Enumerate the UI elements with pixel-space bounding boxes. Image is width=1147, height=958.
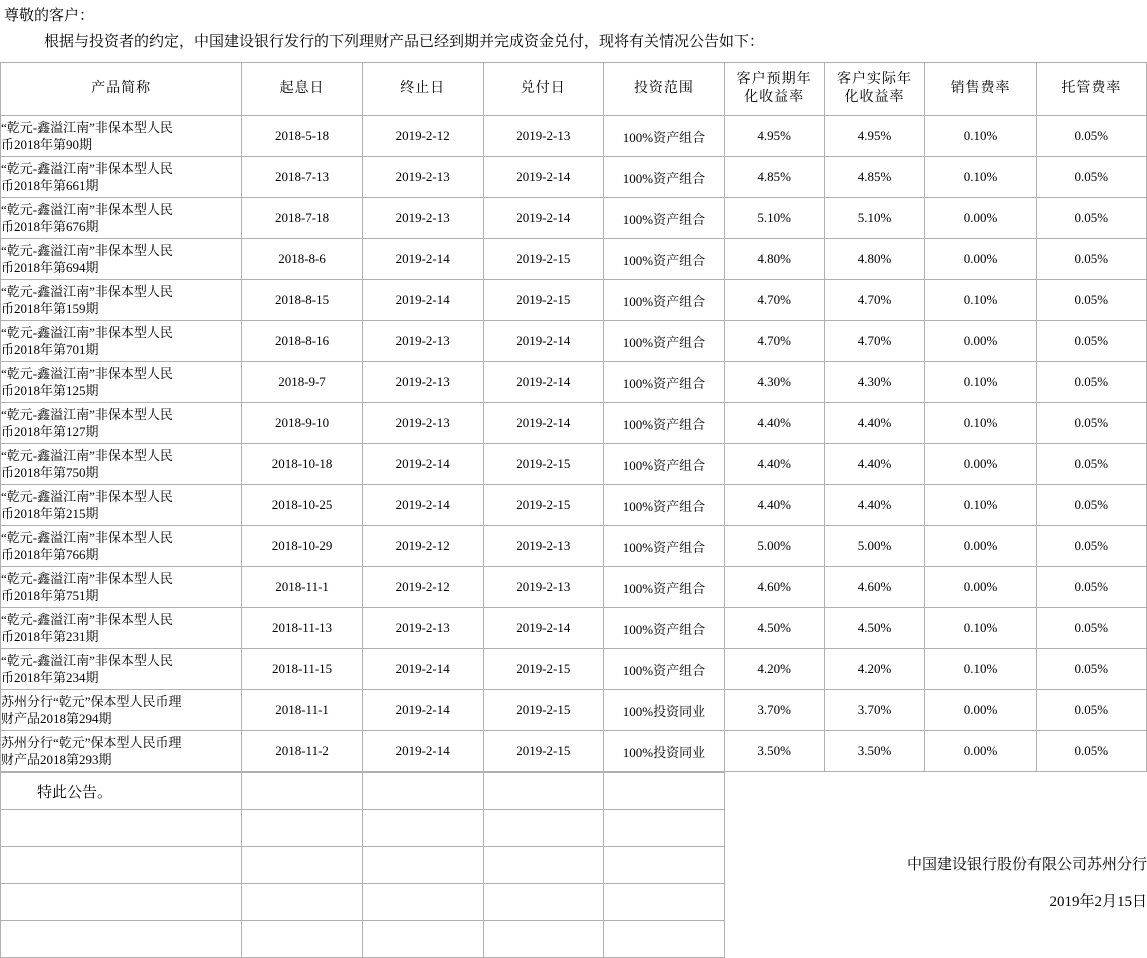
cell-custody-fee: 0.05% [1036, 690, 1146, 731]
cell-investment-scope: 100%资产组合 [604, 403, 725, 444]
signature-date: 2019年2月15日 [725, 884, 1147, 921]
cell-investment-scope: 100%投资同业 [604, 731, 725, 772]
products-table [0, 62, 1147, 772]
cell-product-name [1, 608, 242, 649]
blank-cell [824, 810, 925, 847]
col-header-sales-fee-l1: 销售费率 [925, 80, 1035, 98]
table-row [1, 239, 1147, 280]
cell-start-date: 2018-11-13 [242, 608, 363, 649]
blank-row [1, 810, 1147, 847]
blank-cell [725, 810, 825, 847]
blank-cell [604, 847, 725, 884]
cell-product-name [1, 444, 242, 485]
cell-sales-fee: 0.00% [925, 690, 1036, 731]
cell-custody-fee: 0.05% [1036, 321, 1146, 362]
product-name-line1: “乾元-鑫溢江南”非保本型人民 [1, 570, 241, 587]
blank-cell [925, 810, 1036, 847]
cell-expected-yield: 4.40% [724, 403, 824, 444]
product-name-line1: “乾元-鑫溢江南”非保本型人民 [1, 242, 241, 259]
cell-product-name [1, 116, 242, 157]
cell-end-date: 2019-2-14 [362, 239, 483, 280]
table-body [1, 116, 1147, 772]
cell-sales-fee: 0.00% [925, 731, 1036, 772]
cell-product-name [1, 239, 242, 280]
product-name-line1: “乾元-鑫溢江南”非保本型人民 [1, 406, 241, 423]
blank-row [1, 921, 1147, 958]
table-row [1, 403, 1147, 444]
blank-cell [242, 810, 363, 847]
blank-cell [1, 884, 242, 921]
cell-custody-fee: 0.05% [1036, 608, 1146, 649]
cell-actual-yield: 3.50% [824, 731, 925, 772]
col-header-actual-yield-l1: 客户实际年 [825, 71, 925, 89]
cell-end-date: 2019-2-14 [362, 731, 483, 772]
blank-cell [483, 921, 604, 958]
col-header-end-date-l1: 终止日 [363, 80, 483, 98]
date-row [1, 884, 1147, 921]
cell-investment-scope: 100%资产组合 [604, 526, 725, 567]
cell-actual-yield: 4.40% [824, 485, 925, 526]
table-row [1, 567, 1147, 608]
cell-start-date: 2018-11-1 [242, 690, 363, 731]
table-row [1, 731, 1147, 772]
product-name-line2: 财产品2018第293期 [1, 751, 241, 768]
cell-expected-yield: 3.70% [724, 690, 824, 731]
cell-start-date: 2018-9-7 [242, 362, 363, 403]
cell-sales-fee: 0.00% [925, 444, 1036, 485]
cell-actual-yield: 4.70% [824, 321, 925, 362]
product-name-line2: 财产品2018第294期 [1, 710, 241, 727]
table-header [1, 63, 1147, 116]
blank-cell [1, 810, 242, 847]
cell-custody-fee: 0.05% [1036, 731, 1146, 772]
cell-start-date: 2018-8-6 [242, 239, 363, 280]
cell-expected-yield: 4.70% [724, 280, 824, 321]
blank-cell [1037, 773, 1147, 810]
cell-sales-fee: 0.00% [925, 198, 1036, 239]
cell-end-date: 2019-2-13 [362, 321, 483, 362]
cell-investment-scope: 100%资产组合 [604, 608, 725, 649]
cell-sales-fee: 0.00% [925, 526, 1036, 567]
cell-product-name [1, 485, 242, 526]
cell-payment-date: 2019-2-14 [483, 608, 604, 649]
cell-expected-yield: 4.20% [724, 649, 824, 690]
cell-start-date: 2018-9-10 [242, 403, 363, 444]
cell-sales-fee: 0.10% [925, 116, 1036, 157]
blank-cell [483, 773, 604, 810]
cell-start-date: 2018-10-18 [242, 444, 363, 485]
cell-actual-yield: 5.00% [824, 526, 925, 567]
cell-expected-yield: 4.40% [724, 485, 824, 526]
product-name-line2: 币2018年第90期 [1, 136, 241, 153]
cell-payment-date: 2019-2-13 [483, 116, 604, 157]
cell-actual-yield: 5.10% [824, 198, 925, 239]
cell-sales-fee: 0.00% [925, 321, 1036, 362]
col-header-payment-date-l1: 兑付日 [484, 80, 604, 98]
product-name-line2: 币2018年第701期 [1, 341, 241, 358]
cell-start-date: 2018-8-16 [242, 321, 363, 362]
blank-cell [1037, 810, 1147, 847]
blank-cell [363, 773, 484, 810]
cell-custody-fee: 0.05% [1036, 157, 1146, 198]
cell-custody-fee: 0.05% [1036, 526, 1146, 567]
cell-product-name [1, 567, 242, 608]
table-row [1, 321, 1147, 362]
col-header-end-date [362, 63, 483, 116]
cell-end-date: 2019-2-14 [362, 649, 483, 690]
table-row [1, 485, 1147, 526]
table-row [1, 280, 1147, 321]
cell-expected-yield: 5.00% [724, 526, 824, 567]
cell-start-date: 2018-11-15 [242, 649, 363, 690]
blank-cell [242, 847, 363, 884]
cell-actual-yield: 4.95% [824, 116, 925, 157]
cell-expected-yield: 5.10% [724, 198, 824, 239]
col-header-start-date-l1: 起息日 [242, 80, 362, 98]
blank-cell [242, 884, 363, 921]
cell-start-date: 2018-10-29 [242, 526, 363, 567]
cell-actual-yield: 3.70% [824, 690, 925, 731]
cell-payment-date: 2019-2-14 [483, 403, 604, 444]
table-row [1, 690, 1147, 731]
product-name-line2: 币2018年第159期 [1, 300, 241, 317]
cell-start-date: 2018-11-1 [242, 567, 363, 608]
cell-end-date: 2019-2-12 [362, 116, 483, 157]
product-name-line1: “乾元-鑫溢江南”非保本型人民 [1, 324, 241, 341]
table-row [1, 362, 1147, 403]
cell-custody-fee: 0.05% [1036, 239, 1146, 280]
product-name-line1: “乾元-鑫溢江南”非保本型人民 [1, 119, 241, 136]
col-header-actual-yield-l2: 化收益率 [825, 89, 925, 107]
col-header-investment-scope-l1: 投资范围 [604, 80, 724, 98]
cell-start-date: 2018-7-13 [242, 157, 363, 198]
cell-sales-fee: 0.10% [925, 403, 1036, 444]
cell-sales-fee: 0.10% [925, 485, 1036, 526]
cell-expected-yield: 4.40% [724, 444, 824, 485]
cell-actual-yield: 4.70% [824, 280, 925, 321]
col-header-custody-fee [1036, 63, 1146, 116]
cell-end-date: 2019-2-13 [362, 198, 483, 239]
cell-end-date: 2019-2-13 [362, 157, 483, 198]
cell-product-name [1, 526, 242, 567]
cell-investment-scope: 100%资产组合 [604, 321, 725, 362]
cell-investment-scope: 100%资产组合 [604, 567, 725, 608]
cell-expected-yield: 4.95% [724, 116, 824, 157]
cell-payment-date: 2019-2-15 [483, 731, 604, 772]
blank-cell [925, 921, 1036, 958]
product-name-line1: “乾元-鑫溢江南”非保本型人民 [1, 652, 241, 669]
product-name-line1: “乾元-鑫溢江南”非保本型人民 [1, 365, 241, 382]
table-row [1, 198, 1147, 239]
product-name-line2: 币2018年第125期 [1, 382, 241, 399]
cell-end-date: 2019-2-13 [362, 403, 483, 444]
cell-sales-fee: 0.00% [925, 239, 1036, 280]
cell-payment-date: 2019-2-15 [483, 649, 604, 690]
cell-end-date: 2019-2-13 [362, 362, 483, 403]
cell-sales-fee: 0.10% [925, 608, 1036, 649]
product-name-line1: 苏州分行“乾元”保本型人民币理 [1, 693, 241, 710]
product-name-line1: “乾元-鑫溢江南”非保本型人民 [1, 201, 241, 218]
blank-cell [1, 847, 242, 884]
cell-expected-yield: 3.50% [724, 731, 824, 772]
product-name-line2: 币2018年第215期 [1, 505, 241, 522]
blank-cell [483, 884, 604, 921]
col-header-product-name-l1: 产品简称 [1, 80, 241, 98]
cell-product-name [1, 731, 242, 772]
cell-custody-fee: 0.05% [1036, 485, 1146, 526]
cell-start-date: 2018-10-25 [242, 485, 363, 526]
table-row [1, 526, 1147, 567]
blank-cell [725, 921, 825, 958]
cell-end-date: 2019-2-13 [362, 608, 483, 649]
cell-actual-yield: 4.85% [824, 157, 925, 198]
blank-cell [242, 773, 363, 810]
cell-end-date: 2019-2-12 [362, 567, 483, 608]
cell-actual-yield: 4.20% [824, 649, 925, 690]
cell-payment-date: 2019-2-15 [483, 239, 604, 280]
cell-product-name [1, 157, 242, 198]
product-name-line2: 币2018年第750期 [1, 464, 241, 481]
product-name-line1: “乾元-鑫溢江南”非保本型人民 [1, 529, 241, 546]
cell-product-name [1, 198, 242, 239]
cell-custody-fee: 0.05% [1036, 280, 1146, 321]
cell-payment-date: 2019-2-15 [483, 444, 604, 485]
blank-cell [363, 847, 484, 884]
cell-investment-scope: 100%资产组合 [604, 116, 725, 157]
cell-start-date: 2018-8-15 [242, 280, 363, 321]
cell-end-date: 2019-2-12 [362, 526, 483, 567]
col-header-custody-fee-l1: 托管费率 [1037, 80, 1146, 98]
col-header-investment-scope [604, 63, 725, 116]
blank-cell [1, 921, 242, 958]
cell-custody-fee: 0.05% [1036, 649, 1146, 690]
table-row [1, 608, 1147, 649]
notice-text: 特此公告。 [1, 773, 242, 810]
product-name-line2: 币2018年第676期 [1, 218, 241, 235]
cell-start-date: 2018-7-18 [242, 198, 363, 239]
blank-cell [824, 773, 925, 810]
col-header-expected-yield-l2: 化收益率 [725, 89, 824, 107]
blank-cell [363, 921, 484, 958]
cell-investment-scope: 100%资产组合 [604, 239, 725, 280]
cell-sales-fee: 0.00% [925, 567, 1036, 608]
cell-actual-yield: 4.30% [824, 362, 925, 403]
cell-product-name [1, 280, 242, 321]
cell-product-name [1, 649, 242, 690]
table-row [1, 444, 1147, 485]
cell-actual-yield: 4.40% [824, 444, 925, 485]
cell-custody-fee: 0.05% [1036, 362, 1146, 403]
cell-sales-fee: 0.10% [925, 362, 1036, 403]
cell-expected-yield: 4.50% [724, 608, 824, 649]
cell-product-name [1, 321, 242, 362]
cell-custody-fee: 0.05% [1036, 198, 1146, 239]
cell-sales-fee: 0.10% [925, 280, 1036, 321]
cell-investment-scope: 100%资产组合 [604, 198, 725, 239]
product-name-line2: 币2018年第127期 [1, 423, 241, 440]
cell-payment-date: 2019-2-15 [483, 690, 604, 731]
blank-cell [242, 921, 363, 958]
table-row [1, 116, 1147, 157]
product-name-line2: 币2018年第751期 [1, 587, 241, 604]
blank-cell [363, 884, 484, 921]
blank-cell [604, 921, 725, 958]
col-header-product-name [1, 63, 242, 116]
signature-row [1, 847, 1147, 884]
cell-expected-yield: 4.70% [724, 321, 824, 362]
product-name-line1: “乾元-鑫溢江南”非保本型人民 [1, 160, 241, 177]
product-name-line1: “乾元-鑫溢江南”非保本型人民 [1, 488, 241, 505]
cell-payment-date: 2019-2-15 [483, 485, 604, 526]
product-name-line1: 苏州分行“乾元”保本型人民币理 [1, 734, 241, 751]
cell-sales-fee: 0.10% [925, 649, 1036, 690]
product-name-line2: 币2018年第766期 [1, 546, 241, 563]
cell-payment-date: 2019-2-14 [483, 198, 604, 239]
cell-custody-fee: 0.05% [1036, 567, 1146, 608]
cell-investment-scope: 100%资产组合 [604, 649, 725, 690]
cell-investment-scope: 100%资产组合 [604, 280, 725, 321]
blank-cell [925, 773, 1036, 810]
product-name-line1: “乾元-鑫溢江南”非保本型人民 [1, 447, 241, 464]
col-header-expected-yield [724, 63, 824, 116]
table-row [1, 649, 1147, 690]
col-header-payment-date [483, 63, 604, 116]
intro-paragraph: 根据与投资者的约定，中国建设银行发行的下列理财产品已经到期并完成资金兑付，现将有关情况公告如下： [0, 26, 1147, 62]
cell-product-name [1, 362, 242, 403]
product-name-line1: “乾元-鑫溢江南”非保本型人民 [1, 283, 241, 300]
cell-custody-fee: 0.05% [1036, 444, 1146, 485]
blank-cell [483, 810, 604, 847]
col-header-sales-fee [925, 63, 1036, 116]
cell-expected-yield: 4.85% [724, 157, 824, 198]
blank-cell [483, 847, 604, 884]
cell-investment-scope: 100%资产组合 [604, 157, 725, 198]
col-header-actual-yield [824, 63, 925, 116]
cell-payment-date: 2019-2-13 [483, 526, 604, 567]
cell-actual-yield: 4.60% [824, 567, 925, 608]
blank-cell [824, 921, 925, 958]
cell-payment-date: 2019-2-14 [483, 157, 604, 198]
cell-investment-scope: 100%投资同业 [604, 690, 725, 731]
cell-custody-fee: 0.05% [1036, 116, 1146, 157]
table-header-row [1, 63, 1147, 116]
cell-actual-yield: 4.40% [824, 403, 925, 444]
cell-start-date: 2018-5-18 [242, 116, 363, 157]
signature-text: 中国建设银行股份有限公司苏州分行 [725, 847, 1147, 884]
cell-investment-scope: 100%资产组合 [604, 444, 725, 485]
cell-actual-yield: 4.80% [824, 239, 925, 280]
blank-cell [604, 773, 725, 810]
cell-end-date: 2019-2-14 [362, 690, 483, 731]
cell-end-date: 2019-2-14 [362, 280, 483, 321]
cell-custody-fee: 0.05% [1036, 403, 1146, 444]
cell-payment-date: 2019-2-15 [483, 280, 604, 321]
notice-row [1, 773, 1147, 810]
col-header-start-date [242, 63, 363, 116]
cell-payment-date: 2019-2-13 [483, 567, 604, 608]
product-name-line2: 币2018年第234期 [1, 669, 241, 686]
table-row [1, 157, 1147, 198]
cell-expected-yield: 4.80% [724, 239, 824, 280]
footer-grid [0, 772, 1147, 958]
cell-investment-scope: 100%资产组合 [604, 362, 725, 403]
cell-sales-fee: 0.10% [925, 157, 1036, 198]
cell-expected-yield: 4.30% [724, 362, 824, 403]
product-name-line1: “乾元-鑫溢江南”非保本型人民 [1, 611, 241, 628]
cell-investment-scope: 100%资产组合 [604, 485, 725, 526]
product-name-line2: 币2018年第661期 [1, 177, 241, 194]
cell-payment-date: 2019-2-14 [483, 362, 604, 403]
blank-cell [1037, 921, 1147, 958]
product-name-line2: 币2018年第231期 [1, 628, 241, 645]
cell-actual-yield: 4.50% [824, 608, 925, 649]
cell-start-date: 2018-11-2 [242, 731, 363, 772]
product-name-line2: 币2018年第694期 [1, 259, 241, 276]
cell-end-date: 2019-2-14 [362, 485, 483, 526]
blank-cell [604, 810, 725, 847]
blank-cell [604, 884, 725, 921]
blank-cell [725, 773, 825, 810]
col-header-expected-yield-l1: 客户预期年 [725, 71, 824, 89]
cell-expected-yield: 4.60% [724, 567, 824, 608]
cell-end-date: 2019-2-14 [362, 444, 483, 485]
salutation: 尊敬的客户： [0, 0, 1147, 26]
blank-cell [363, 810, 484, 847]
cell-product-name [1, 403, 242, 444]
cell-payment-date: 2019-2-14 [483, 321, 604, 362]
cell-product-name [1, 690, 242, 731]
